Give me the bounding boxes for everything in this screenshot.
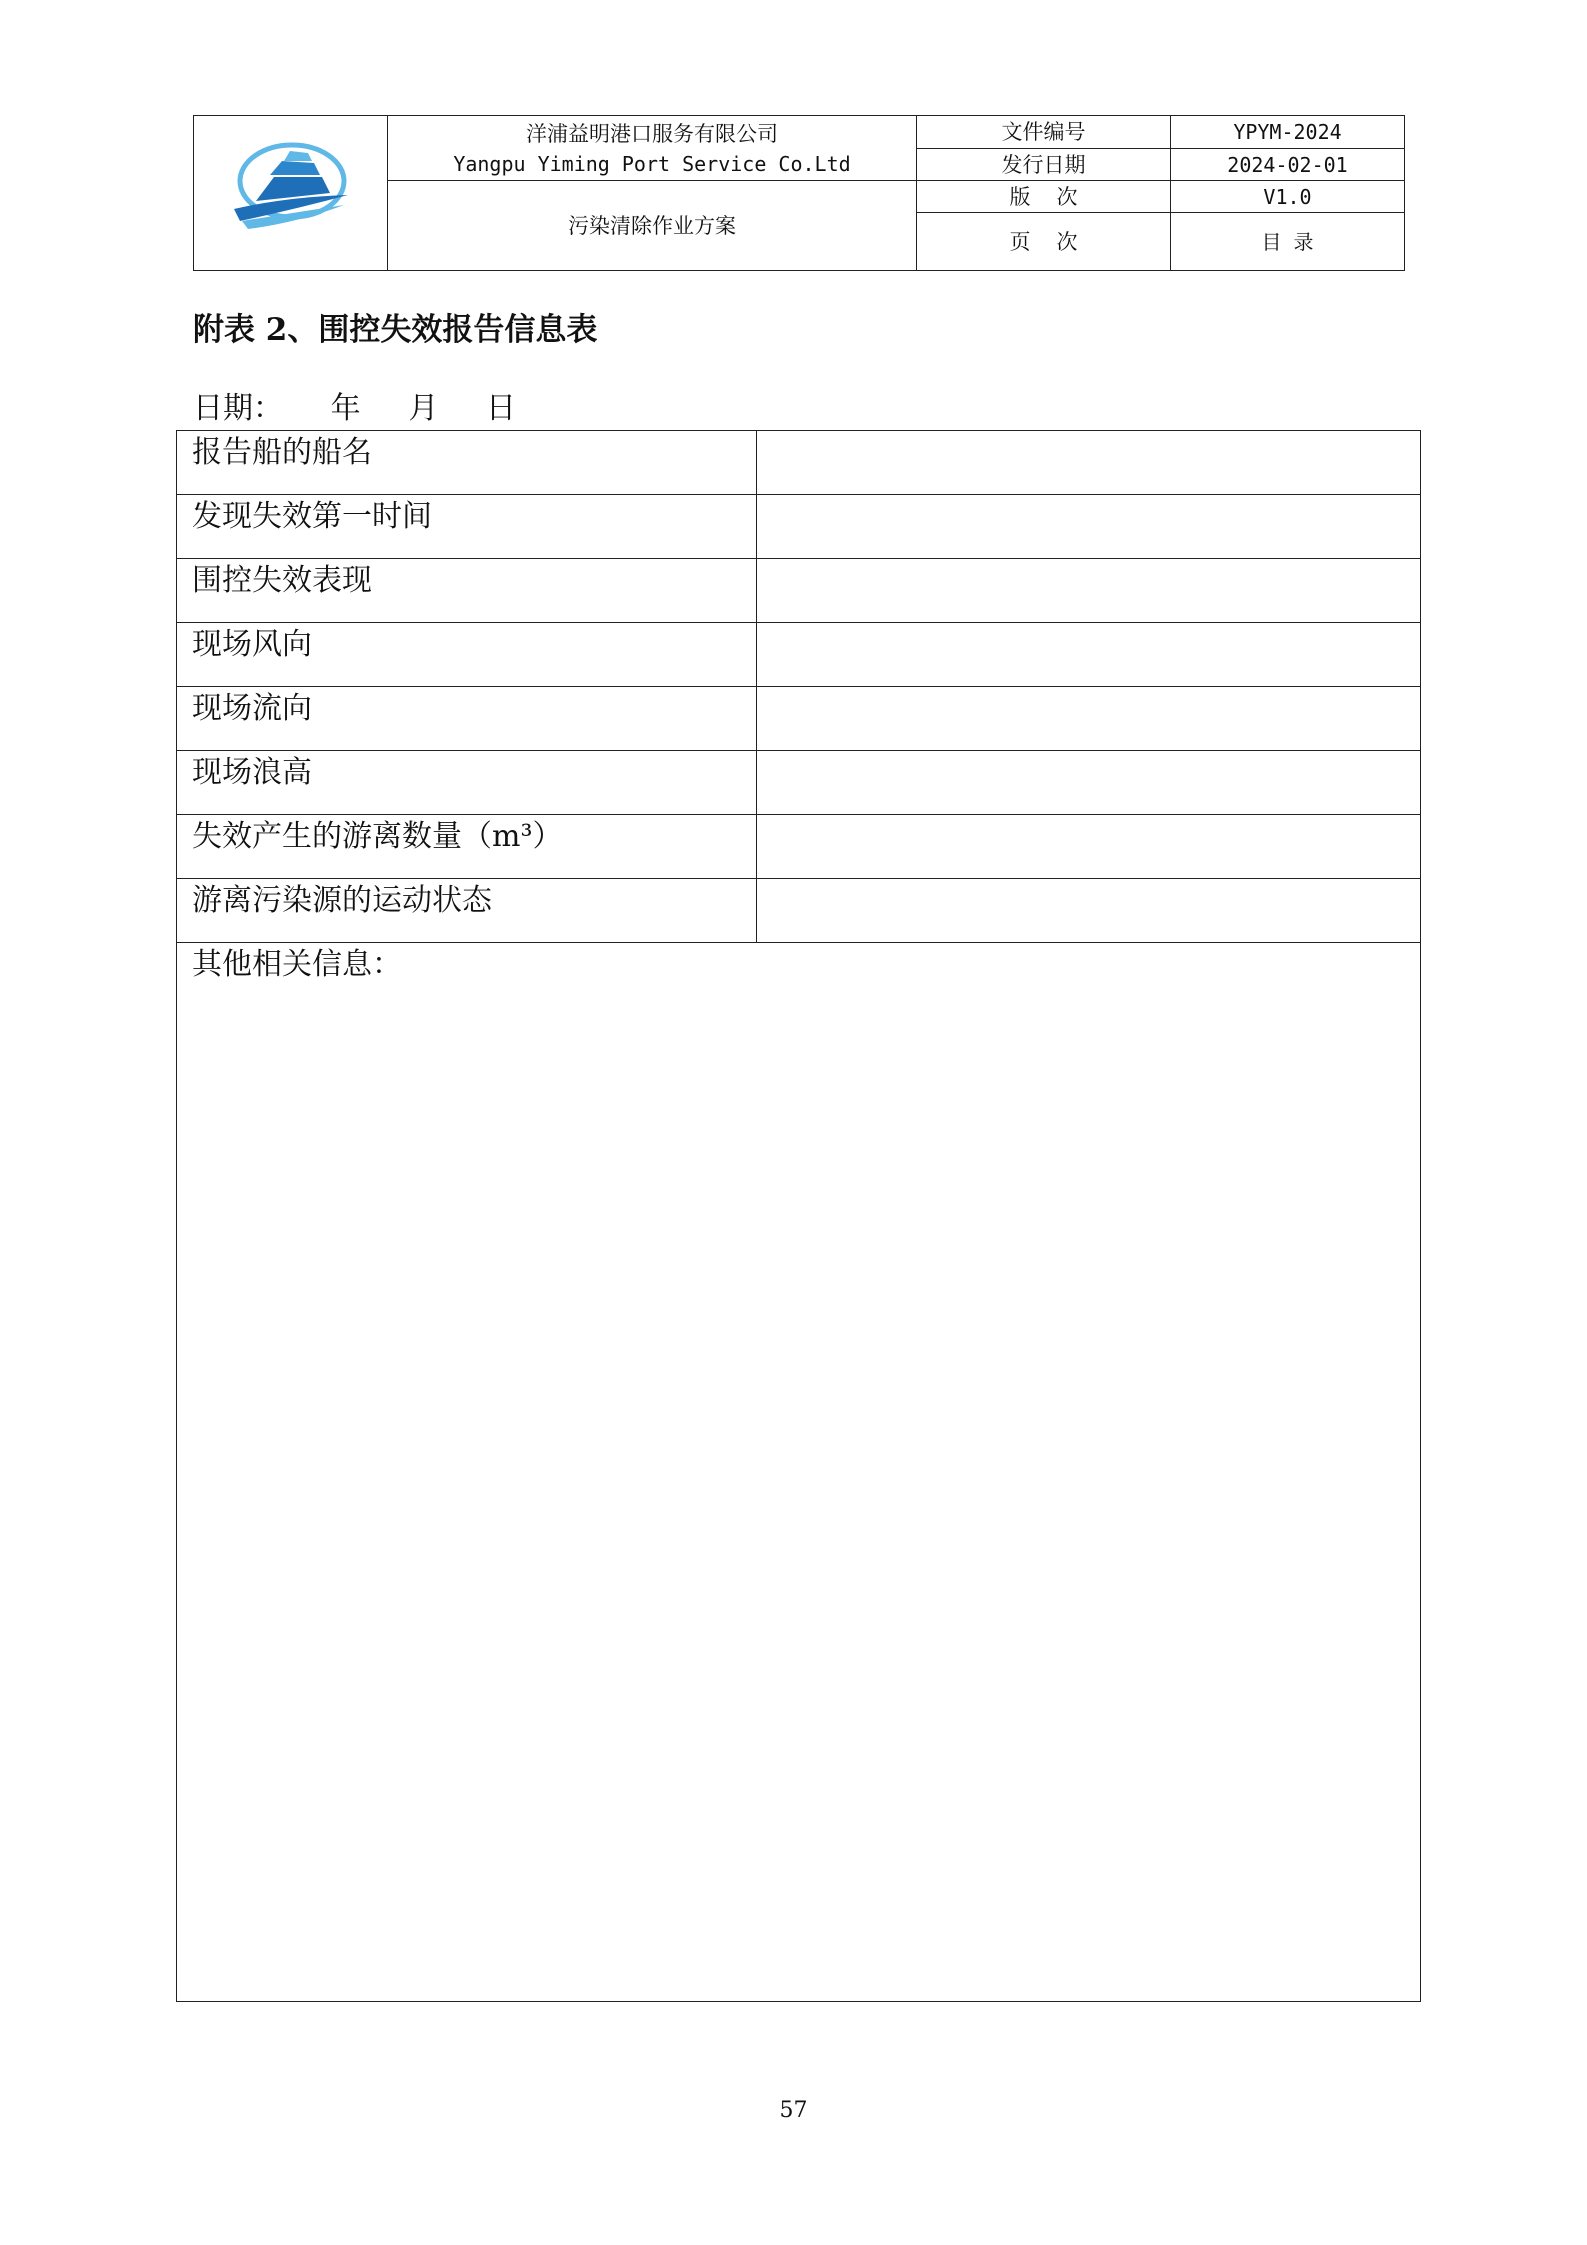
form-field-wave-height[interactable] [757,751,1421,815]
document-header [193,115,1405,271]
form-row [177,687,1421,751]
form-field-failure-manifestation[interactable] [757,559,1421,623]
form-field-current-direction[interactable] [757,687,1421,751]
form-row [177,815,1421,879]
issue-date-label: 发行日期 [917,148,1171,181]
form-label-wave-height: 现场浪高 [177,751,757,815]
version-label: 版次 [917,181,1171,213]
page-number: 57 [779,2098,808,2123]
form-label-first-time: 发现失效第一时间 [177,495,757,559]
form-row [177,623,1421,687]
form-label-current-direction: 现场流向 [177,687,757,751]
form-label-other-info: 其他相关信息： [192,947,402,982]
form-field-ship-name[interactable] [757,431,1421,495]
form-field-other-info[interactable] [177,943,1421,2002]
form-row [177,751,1421,815]
doc-number-value: YPYM-2024 [1171,116,1405,149]
section-title: 附表 2、围控失效报告信息表 [193,312,598,348]
company-logo-icon [226,139,356,239]
date-line: 日期： 年 月 日 [193,391,517,426]
form-label-ship-name: 报告船的船名 [177,431,757,495]
company-logo-cell [194,116,388,271]
form-row [177,879,1421,943]
form-row [177,495,1421,559]
company-name-en: Yangpu Yiming Port Service Co.Ltd [453,152,851,176]
company-name-cn: 洋浦益明港口服务有限公司 [526,122,778,146]
form-field-source-motion[interactable] [757,879,1421,943]
form-field-free-quantity[interactable] [757,815,1421,879]
form-row [177,559,1421,623]
company-name-cell [388,116,917,181]
doc-title: 污染清除作业方案 [388,181,917,271]
page-label: 页次 [917,213,1171,271]
report-form-table [176,430,1421,2002]
form-row [177,431,1421,495]
form-label-source-motion: 游离污染源的运动状态 [177,879,757,943]
form-label-failure-manifestation: 围控失效表现 [177,559,757,623]
form-label-wind-direction: 现场风向 [177,623,757,687]
form-field-wind-direction[interactable] [757,623,1421,687]
doc-number-label: 文件编号 [917,116,1171,149]
form-label-free-quantity: 失效产生的游离数量（m³） [177,815,757,879]
issue-date-value: 2024-02-01 [1171,148,1405,181]
form-row-other [177,943,1421,2002]
page-value: 目录 [1171,213,1405,271]
form-field-first-time[interactable] [757,495,1421,559]
version-value: V1.0 [1171,181,1405,213]
